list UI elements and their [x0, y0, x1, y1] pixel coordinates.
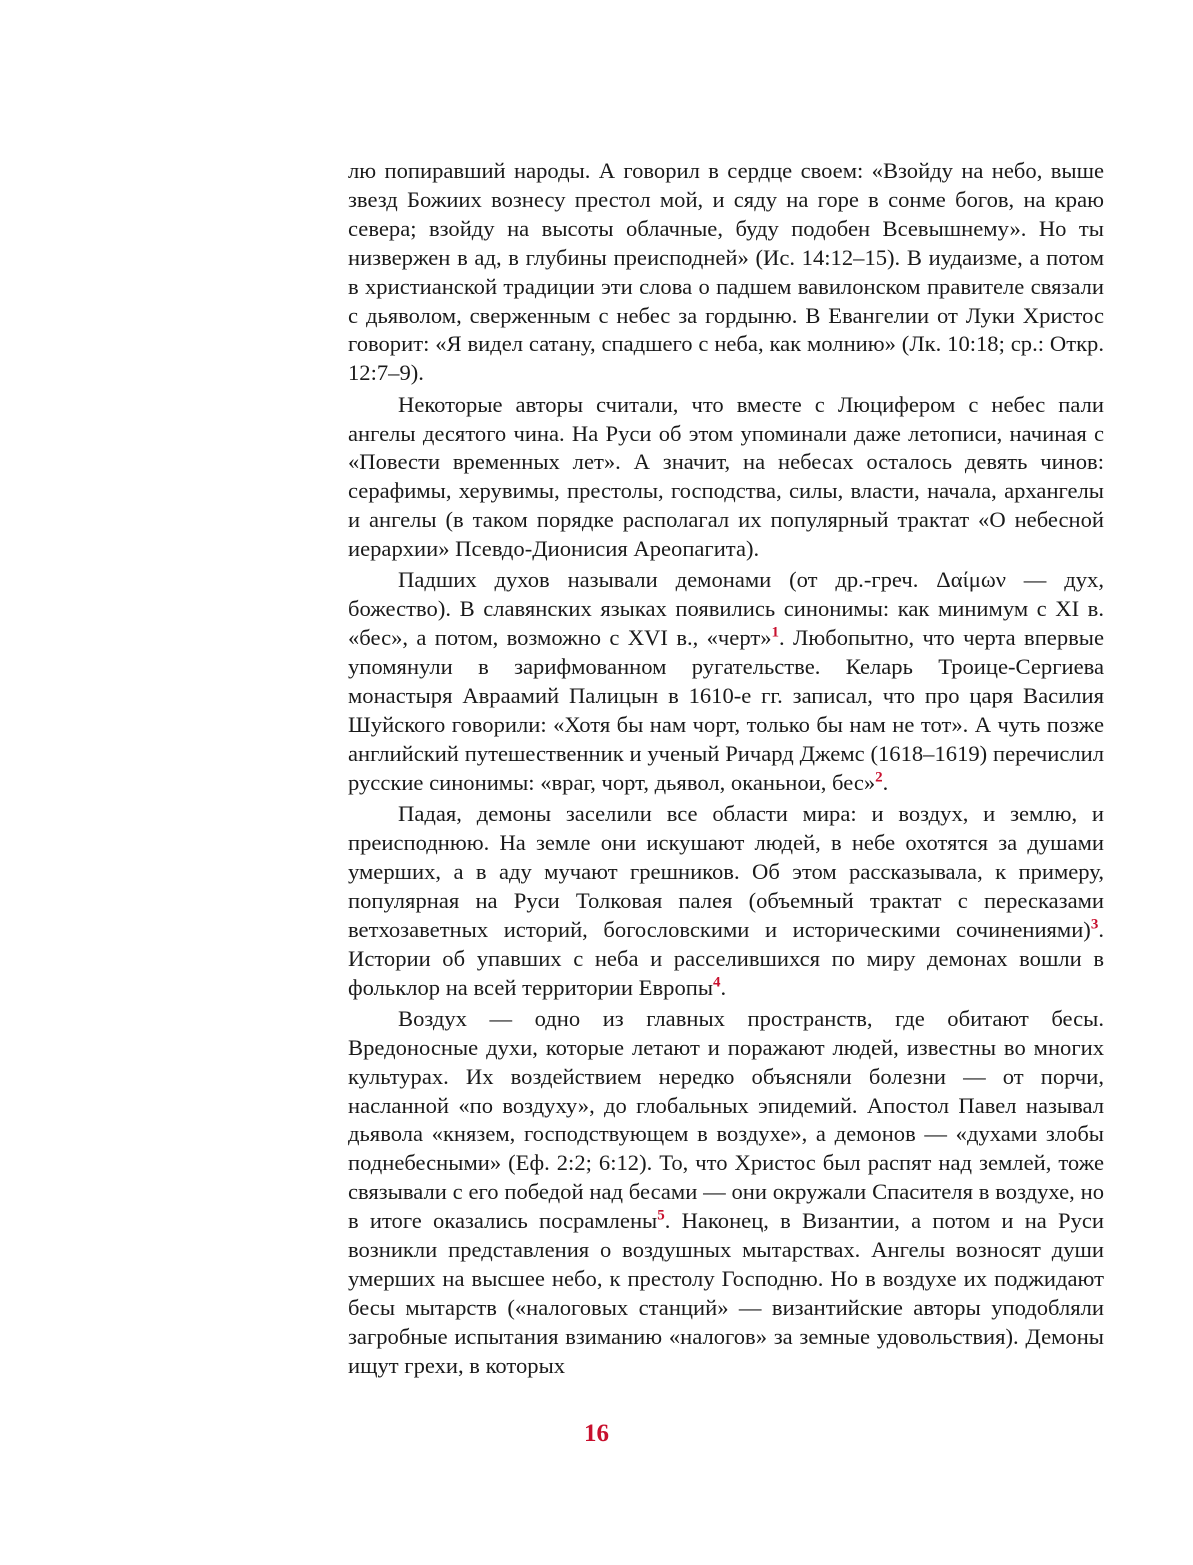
- paragraph-1-text: лю попиравший народы. А говорил в сердце своем: «Взойду на небо, выше звезд Божиих вознесу престол мой, и сяду на горе в сонме богов, на краю севера; взойду на высоты облачные, буду подобен Всевышнему». Но ты низвержен в ад, в глубины преисподней» (Ис. 14:12–15). В иудаизме, а потом в христианской традиции эти слова о падшем вавилонском правителе связали с дьяволом, сверженным с небес за гордыню. В Евангелии от Луки Христос говорит: «Я видел сатану, спадшего с неба, как молнию» (Лк. 10:18; ср.: Откр. 12:7–9).: [348, 158, 1104, 386]
- footnote-ref-2[interactable]: 2: [875, 769, 883, 786]
- paragraph-3: [348, 566, 1104, 797]
- paragraph-5-text-b: . Наконец, в Византии, а потом и на Руси возникли представления о воздушных мытарствах. Ангелы возносят души умерших на высшее небо, к престолу Господню. Но в воздухе их поджидают бесы мытарств («налоговых станций» — византийские авторы уподобляли загробные испытания взиманию «налогов» за земные удовольствия). Демоны ищут грехи, в которых: [348, 1208, 1105, 1378]
- body-text: [348, 157, 1104, 1383]
- footnote-ref-4[interactable]: 4: [713, 974, 721, 991]
- paragraph-5: [348, 1005, 1104, 1381]
- paragraph-1: [348, 157, 1104, 388]
- paragraph-2-text: Некоторые авторы считали, что вместе с Люцифером с небес пали ангелы десятого чина. На Руси об этом упоминали даже летописи, начиная с «Повести временных лет». А значит, на небесах осталось девять чинов: серафимы, херувимы, престолы, господства, силы, власти, начала, архангелы и ангелы (в таком порядке располагал их популярный трактат «О небесной иерархии» Псевдо-Дионисия Ареопагита).: [348, 391, 1104, 562]
- paragraph-4-text-a: Падая, демоны заселили все области мира: и воздух, и землю, и преисподнюю. На земле они искушают людей, в небе охотятся за душами умерших, а в аду мучают грешников. Об этом рассказывала, к примеру, популярная на Руси Толковая палея (объемный трактат с пересказами ветхозаветных историй, богословскими и историческими сочинениями): [348, 801, 1104, 942]
- page-number: 16: [584, 1420, 609, 1447]
- paragraph-4: [348, 800, 1104, 1002]
- paragraph-3-text-b: . Любопытно, что черта впервые упомянули в зарифмованном ругательстве. Келарь Троице-Сергиева монастыря Авраамий Палицын в 1610-е гг. записал, что про царя Василия Шуйского говорили: «Хотя бы нам чорт, только бы нам не тот». А чуть позже английский путешественник и ученый Ричард Джемс (1618–1619) перечислил русские синонимы: «враг, чорт, дьявол, оканьнои, бес»: [348, 625, 1105, 795]
- footnote-ref-5[interactable]: 5: [657, 1207, 665, 1224]
- paragraph-4-text-c: .: [720, 974, 727, 1000]
- footnote-ref-1[interactable]: 1: [771, 624, 779, 641]
- paragraph-5-text-a: Воздух — одно из главных пространств, где обитают бесы. Вредоносные духи, которые летают и поражают людей, известны во многих культурах. Их воздействием нередко объясняли болезни — от порчи, насланной «по воздуху», до глобальных эпидемий. Апостол Павел называл дьявола «князем, господствующем в воздухе», а демонов — «духами злобы поднебесными» (Еф. 2:2; 6:12). То, что Христос был распят над землей, тоже связывали с его победой над бесами — они окружали Спасителя в воздухе, но в итоге оказались посрамлены: [348, 1005, 1104, 1234]
- paragraph-4-text-b: . Истории об упавших с неба и расселившихся по миру демонах вошли в фольклор на всей территории Европы: [348, 916, 1104, 1000]
- footnote-ref-3[interactable]: 3: [1090, 916, 1099, 933]
- paragraph-3-text-c: .: [882, 769, 889, 795]
- paragraph-3-text-a: Падших духов называли демонами (от др.-греч. Δαίμων — дух, божество). В славянских языках появились синонимы: как минимум с XI в. «бес», а потом, возможно с XVI в., «черт»: [348, 567, 1104, 651]
- paragraph-2: [348, 391, 1104, 564]
